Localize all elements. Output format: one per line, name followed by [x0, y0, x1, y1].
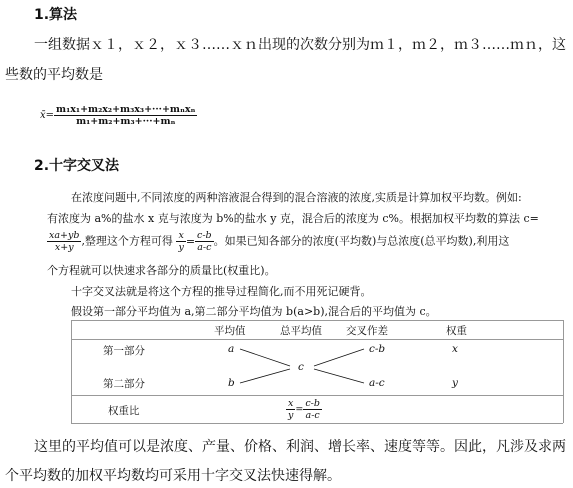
value-y: y	[452, 377, 458, 389]
section2-p2: 十字交叉法就是将这个方程的推导过程简化,而不用死记硬背。	[71, 285, 372, 298]
table-header-mean: 平均值	[214, 325, 246, 337]
row-label-part1: 第一部分	[103, 345, 145, 357]
section2-p1-line4: 个方程就可以快速求各部分的质量比(权重比)。	[47, 264, 276, 277]
value-a-minus-c: a-c	[369, 377, 385, 389]
section2-p1-line2: 有浓度为 a%的盐水 x 克与浓度为 b%的盐水 y 克，混合后的浓度为 c%。根据加权平均数的算法 c=	[47, 212, 539, 225]
value-x: x	[452, 343, 458, 355]
formula-denominator: m₁+m₂+m₃+···+mₙ	[76, 116, 176, 127]
section1-para-line1: 一组数据ｘ１，ｘ２，ｘ３……ｘｎ出现的次数分别为ｍ１，ｍ２，ｍ３……ｍｎ，这	[34, 37, 566, 53]
cross-line-c-cb	[314, 349, 364, 366]
table-header-cross-diff: 交叉作差	[346, 325, 388, 337]
cross-line-c-ac	[314, 369, 364, 383]
cross-line-a-c	[240, 349, 290, 366]
value-c-minus-b: c-b	[369, 343, 386, 355]
section2-p1-line1: 在浓度问题中,不同浓度的两种溶液混合得到的混合溶液的浓度,实质是计算加权平均数。例如:	[71, 191, 522, 204]
weight-ratio-formula: $\frac{x}{y}$ = $\frac{c-b}{a-c}$	[288, 398, 320, 421]
ratio-rhs-fraction: $\frac{c-b}{a-c}$	[197, 230, 212, 253]
value-c: c	[298, 361, 304, 373]
section1-heading: 1.算法	[34, 7, 78, 23]
section2-p1-line3: $\frac{xa+yb}{x+y}$ ,整理这个方程可得 $\frac{x}{y}$ = $\frac{c-b}{a-c}$ 。如果已知各部分的浓度(平均数)与总浓度(总平均数),利用这	[49, 230, 510, 253]
row-label-part2: 第二部分	[103, 378, 145, 390]
section2-heading: 2.十字交叉法	[34, 158, 120, 174]
formula-lhs: x̄=	[40, 110, 55, 121]
value-a: a	[228, 343, 235, 355]
section1-para-line2: 些数的平均数是	[5, 67, 103, 83]
value-b: b	[228, 377, 235, 389]
conclusion-line2: 个平均数的加权平均数均可采用十字交叉法快速得解。	[5, 468, 341, 484]
section2-p1-line3a: ,整理这个方程可得	[81, 234, 173, 248]
row-label-weight-ratio: 权重比	[108, 405, 140, 417]
conclusion-line1: 这里的平均值可以是浓度、产量、价格、利润、增长率、速度等等。因此，凡涉及求两	[34, 439, 566, 455]
ratio-lhs-fraction: $\frac{x}{y}$	[178, 230, 184, 253]
table-header-weight: 权重	[446, 325, 467, 337]
section2-p3: 假设第一部分平均值为 a,第二部分平均值为 b(a>b),混合后的平均值为 c。	[71, 305, 437, 318]
table-header-overall-mean: 总平均值	[280, 325, 322, 337]
formula-numerator: m₁x₁+m₂x₂+m₃x₃+···+mₙxₙ	[56, 104, 196, 115]
cross-line-b-c	[240, 369, 290, 383]
section2-p1-line3b: 。如果已知各部分的浓度(平均数)与总浓度(总平均数),利用这	[213, 234, 510, 248]
concentration-fraction: $\frac{xa+yb}{x+y}$	[49, 230, 80, 253]
